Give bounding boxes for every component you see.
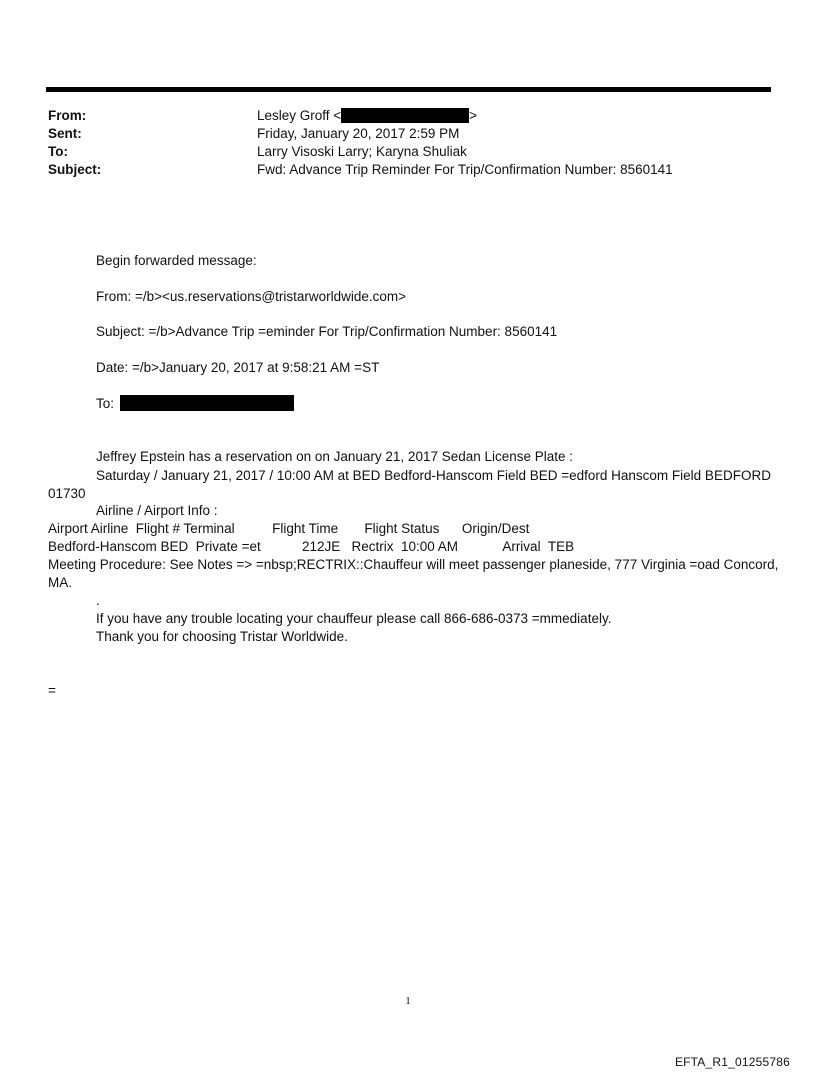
fwd-to-line — [96, 395, 294, 413]
subject-label: Subject: — [48, 162, 102, 177]
zip-line: 01730 — [48, 486, 86, 501]
dot-line: . — [96, 593, 100, 608]
fwd-subject-line: Subject: =/b>Advance Trip =eminder For Trip/Confirmation Number: 8560141 — [96, 324, 558, 339]
meeting-procedure-line: Meeting Procedure: See Notes => =nbsp;RECTRIX::Chauffeur will meet passenger planeside, 777 Virginia =oad Concord, — [48, 557, 779, 572]
header-rule — [46, 87, 771, 92]
subject-row — [48, 161, 768, 179]
redaction-box — [341, 108, 469, 123]
begin-forwarded: Begin forwarded message: — [96, 253, 257, 268]
from-label: From: — [48, 108, 87, 123]
to-value: Larry Visoski Larry; Karyna Shuliak — [257, 144, 467, 159]
page-number: 1 — [405, 995, 411, 1007]
fwd-date-line: Date: =/b>January 20, 2017 at 9:58:21 AM =ST — [96, 360, 380, 375]
flight-table-row: Bedford-Hanscom BED Private =et 212JE Rectrix 10:00 AM Arrival TEB — [48, 539, 575, 554]
document-id: EFTA_R1_01255786 — [674, 1055, 790, 1069]
equals-line: = — [48, 683, 56, 698]
from-value — [257, 107, 477, 125]
to-label: To: — [48, 144, 68, 159]
airline-info-label: Airline / Airport Info : — [96, 503, 218, 518]
fwd-to-label: To: — [96, 396, 115, 411]
pickup-line: Saturday / January 21, 2017 / 10:00 AM at BED Bedford-Hanscom Field BED =edford Hanscom Field BEDFORD — [96, 468, 771, 483]
reservation-line: Jeffrey Epstein has a reservation on on January 21, 2017 Sedan License Plate : — [96, 449, 574, 464]
thanks-line: Thank you for choosing Tristar Worldwide. — [96, 629, 348, 644]
to-row — [48, 143, 768, 161]
from-close: > — [469, 108, 478, 123]
meeting-procedure-cont: MA. — [48, 575, 73, 590]
from-name: Lesley Groff < — [257, 108, 342, 123]
sent-value: Friday, January 20, 2017 2:59 PM — [257, 126, 460, 141]
fwd-from-line: From: =/b><us.reservations@tristarworldwide.com> — [96, 289, 407, 304]
redaction-box — [120, 395, 294, 411]
flight-table-header: Airport Airline Flight # Terminal Flight Time Flight Status Origin/Dest — [48, 521, 530, 536]
sent-label: Sent: — [48, 126, 82, 141]
from-row — [48, 107, 768, 125]
sent-row — [48, 125, 768, 143]
trouble-line: If you have any trouble locating your chauffeur please call 866-686-0373 =mmediately. — [96, 611, 612, 626]
subject-value: Fwd: Advance Trip Reminder For Trip/Confirmation Number: 8560141 — [257, 162, 673, 177]
